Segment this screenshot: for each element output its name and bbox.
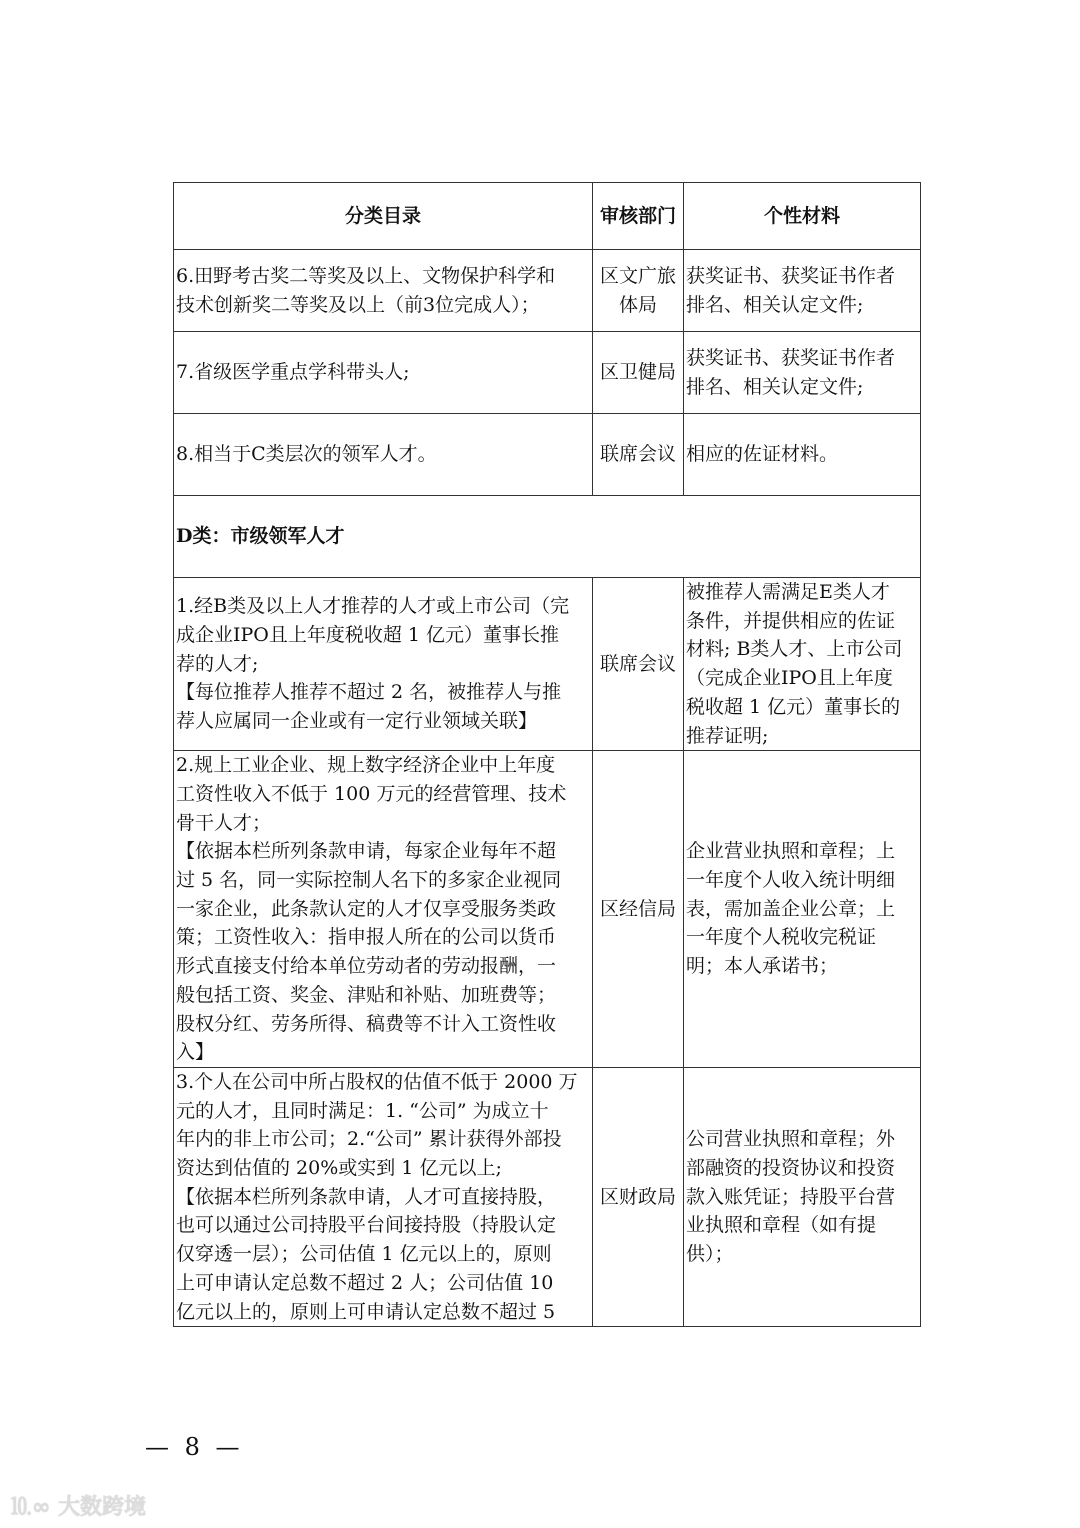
cell-line: 部融资的投资协议和投资: [686, 1157, 896, 1180]
category-cell: [174, 578, 593, 751]
department-cell: [593, 332, 684, 414]
category-cell: [174, 414, 593, 496]
header-category: 分类目录: [174, 183, 593, 250]
cell-line: 条件，并提供相应的佐证: [686, 609, 896, 632]
cell-line: 材料; B类人才、上市公司: [686, 638, 903, 661]
table-row: [174, 250, 921, 332]
cell-line: 过 5 名，同一实际控制人名下的多家企业视同: [176, 869, 562, 892]
cell-line: 1.经B类及以上人才推荐的人才或上市公司（完: [176, 595, 570, 618]
cell-line: 般包括工资、奖金、津贴和补贴、加班费等；: [176, 983, 557, 1006]
cell-line: 供）；: [686, 1243, 734, 1266]
materials-cell: [684, 332, 921, 414]
cell-line: 技术创新奖二等奖及以上（前3位完成人）；: [176, 293, 540, 316]
materials-cell: [684, 751, 921, 1068]
page-number: — 8 —: [145, 1433, 244, 1461]
cell-line: 一年度个人税收完税证: [686, 926, 877, 949]
table-row: [174, 414, 921, 496]
cell-line: 入】: [176, 1041, 215, 1064]
cell-line: 推荐证明;: [686, 724, 769, 747]
cell-line: 【依据本栏所列条款申请，每家企业每年不超: [176, 840, 557, 863]
talent-table: [173, 182, 921, 1327]
cell-line: 体局: [618, 293, 657, 316]
section-title: D类：市级领军人才: [174, 496, 921, 578]
cell-line: 一家企业，此条款认定的人才仅享受服务类政: [176, 897, 557, 920]
cell-line: 7.省级医学重点学科带头人;: [176, 361, 410, 384]
watermark-logo: ⒑∞ 大数跨境: [10, 1495, 147, 1520]
materials-cell: [684, 250, 921, 332]
cell-line: 明；本人承诺书；: [686, 955, 839, 978]
cell-line: 荐人应属同一企业或有一定行业领域关联】: [176, 710, 538, 733]
cell-line: 骨干人才；: [176, 811, 272, 834]
department-cell: [593, 1067, 684, 1326]
materials-cell: [684, 578, 921, 751]
category-cell: [174, 332, 593, 414]
cell-line: 联席会议: [599, 652, 676, 675]
cell-line: 相应的佐证材料。: [686, 443, 839, 466]
category-cell: [174, 751, 593, 1068]
cell-line: 一年度个人收入统计明细: [686, 869, 896, 892]
cell-line: 荐的人才;: [176, 652, 259, 675]
table-row: [174, 578, 921, 751]
cell-line: 元的人才，且同时满足：1. “公司” 为成立十: [176, 1099, 549, 1122]
table-row: [174, 332, 921, 414]
cell-line: 【依据本栏所列条款申请，人才可直接持股，: [176, 1185, 557, 1208]
department-cell: [593, 751, 684, 1068]
materials-cell: [684, 414, 921, 496]
cell-line: 工资性收入不低于 100 万元的经营管理、技术: [176, 782, 567, 805]
cell-line: 策；工资性收入：指申报人所在的公司以货币: [176, 926, 557, 949]
cell-line: 8.相当于C类层次的领军人才。: [176, 443, 437, 466]
cell-line: 排名、相关认定文件;: [686, 375, 864, 398]
cell-line: 形式直接支付给本单位劳动者的劳动报酬，一: [176, 955, 557, 978]
cell-line: 企业营业执照和章程；上: [686, 840, 896, 863]
cell-line: 获奖证书、获奖证书作者: [686, 346, 896, 369]
cell-line: 年内的非上市公司；2.“公司” 累计获得外部投: [176, 1128, 562, 1151]
cell-line: 股权分红、劳务所得、稿费等不计入工资性收: [176, 1012, 557, 1035]
cell-line: 区卫健局: [599, 361, 676, 384]
cell-line: 也可以通过公司持股平台间接持股（持股认定: [176, 1214, 557, 1237]
header-department: 审核部门: [593, 183, 684, 250]
cell-line: 【每位推荐人推荐不超过 2 名，被推荐人与推: [176, 681, 562, 704]
category-cell: [174, 250, 593, 332]
cell-line: 仅穿透一层）；公司估值 1 亿元以上的，原则: [176, 1243, 552, 1266]
cell-line: 3.个人在公司中所占股权的估值不低于 2000 万: [176, 1070, 578, 1093]
cell-line: 被推荐人需满足E类人才: [686, 581, 890, 603]
cell-line: 表，需加盖企业公章；上: [686, 897, 896, 920]
materials-cell: [684, 1067, 921, 1326]
cell-line: 2.规上工业企业、规上数字经济企业中上年度: [176, 754, 556, 777]
department-cell: [593, 250, 684, 332]
cell-line: 资达到估值的 20%或实到 1 亿元以上;: [176, 1157, 502, 1180]
cell-line: 排名、相关认定文件;: [686, 293, 864, 316]
department-cell: [593, 578, 684, 751]
cell-line: 税收超 1 亿元）董事长的: [686, 695, 901, 718]
cell-line: 公司营业执照和章程；外: [686, 1128, 896, 1151]
department-cell: [593, 414, 684, 496]
cell-line: 区经信局: [599, 897, 676, 920]
cell-line: 6.田野考古奖二等奖及以上、文物保护科学和: [176, 264, 556, 287]
cell-line: 业执照和章程（如有提: [686, 1214, 877, 1237]
cell-line: 联席会议: [599, 443, 676, 466]
section-row: [174, 496, 921, 578]
cell-line: 款入账凭证；持股平台营: [686, 1185, 896, 1208]
table-row: [174, 1067, 921, 1326]
table-row: [174, 751, 921, 1068]
cell-line: 成企业IPO且上年度税收超 1 亿元）董事长推: [176, 624, 560, 647]
cell-line: 亿元以上的，原则上可申请认定总数不超过 5: [176, 1300, 556, 1323]
cell-line: 区财政局: [599, 1185, 676, 1208]
header-materials: 个性材料: [684, 183, 921, 250]
cell-line: 获奖证书、获奖证书作者: [686, 264, 896, 287]
cell-line: 上可申请认定总数不超过 2 人；公司估值 10: [176, 1271, 554, 1294]
cell-line: （完成企业IPO且上年度: [686, 667, 893, 690]
cell-line: 区文广旅: [599, 264, 676, 287]
watermark-text: 大数跨境: [58, 1495, 147, 1520]
table-header: [174, 183, 921, 250]
category-cell: [174, 1067, 593, 1326]
